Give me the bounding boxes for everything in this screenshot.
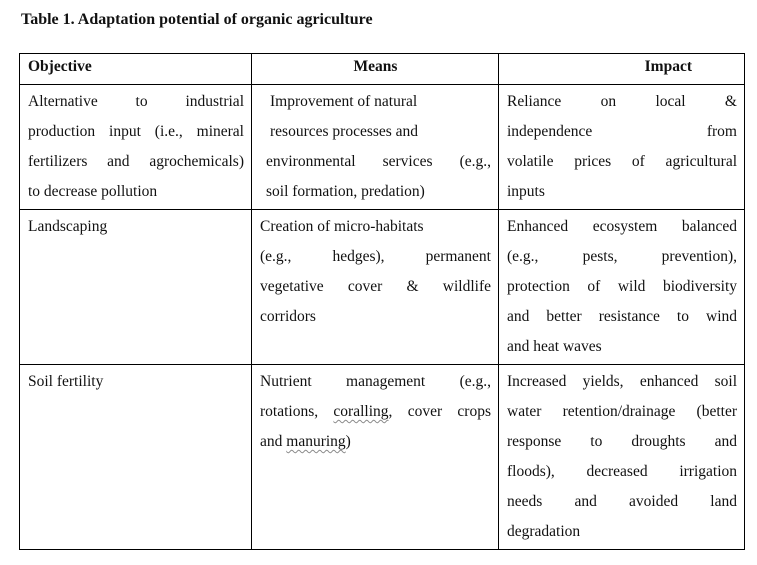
cell-text-line: Reliance on local & bbox=[507, 93, 737, 110]
cell-objective bbox=[20, 85, 252, 210]
cell-text-line: response to droughts and bbox=[507, 433, 737, 450]
header-impact: Impact bbox=[499, 54, 745, 85]
cell-text-line bbox=[260, 427, 491, 457]
cell-text-line: floods), decreased irrigation bbox=[507, 463, 737, 480]
spellcheck-word: manuring bbox=[286, 433, 346, 450]
cell-text-line: Creation of micro-habitats bbox=[260, 218, 424, 235]
header-means: Means bbox=[252, 54, 499, 85]
cell-objective bbox=[20, 210, 252, 365]
table-title: Table 1. Adaptation potential of organic agriculture bbox=[21, 11, 373, 28]
table-row bbox=[20, 210, 745, 365]
cell-text-line: degradation bbox=[507, 523, 581, 540]
header-row bbox=[20, 54, 745, 85]
cell-text-line: needs and avoided land bbox=[507, 493, 737, 510]
cell-means bbox=[252, 85, 499, 210]
adaptation-table bbox=[19, 53, 745, 550]
cell-text-line: protection of wild biodiversity bbox=[507, 278, 737, 295]
cell-text-line: (e.g., hedges), permanent bbox=[260, 248, 491, 265]
cell-text-line: (e.g., pests, prevention), bbox=[507, 248, 737, 265]
cell-text-line: Soil fertility bbox=[28, 373, 104, 390]
cell-text-line: water retention/drainage (better bbox=[507, 403, 737, 420]
cell-text-line: fertilizers and agrochemicals) bbox=[28, 153, 244, 170]
cell-text-line: Improvement of natural bbox=[270, 93, 418, 110]
cell-text-line: to decrease pollution bbox=[28, 183, 158, 200]
cell-means bbox=[252, 210, 499, 365]
cell-text-line: volatile prices of agricultural bbox=[507, 153, 737, 170]
cell-text: rotations, bbox=[260, 403, 334, 420]
spellcheck-word: coralling bbox=[333, 403, 389, 420]
cell-text-line: and heat waves bbox=[507, 338, 602, 355]
cell-text-line: production input (i.e., mineral bbox=[28, 123, 244, 140]
cell-means bbox=[252, 365, 499, 550]
cell-objective bbox=[20, 365, 252, 550]
cell-text-line: corridors bbox=[260, 308, 316, 325]
cell-text-line: Nutrient management (e.g., bbox=[260, 373, 491, 390]
cell-text-line: resources processes and bbox=[270, 123, 419, 140]
cell-text: , cover crops bbox=[388, 403, 491, 420]
cell-text: and bbox=[260, 433, 287, 450]
cell-text-line: vegetative cover & wildlife bbox=[260, 278, 491, 295]
table-row bbox=[20, 365, 745, 550]
cell-text: ) bbox=[345, 433, 351, 450]
cell-text-line: and better resistance to wind bbox=[507, 308, 737, 325]
cell-text-line: independence from bbox=[507, 123, 737, 140]
cell-impact bbox=[499, 365, 745, 550]
cell-text-line: Enhanced ecosystem balanced bbox=[507, 218, 737, 235]
cell-text-line: inputs bbox=[507, 183, 545, 200]
cell-text-line: Landscaping bbox=[28, 218, 108, 235]
table-row bbox=[20, 85, 745, 210]
cell-text-line: environmental services (e.g., bbox=[266, 153, 491, 170]
cell-text-line bbox=[260, 397, 491, 427]
cell-text-line: Increased yields, enhanced soil bbox=[507, 373, 737, 390]
cell-impact bbox=[499, 210, 745, 365]
cell-text-line: soil formation, predation) bbox=[266, 183, 425, 200]
cell-impact bbox=[499, 85, 745, 210]
header-objective: Objective bbox=[20, 54, 252, 85]
cell-text-line: Alternative to industrial bbox=[28, 93, 244, 110]
